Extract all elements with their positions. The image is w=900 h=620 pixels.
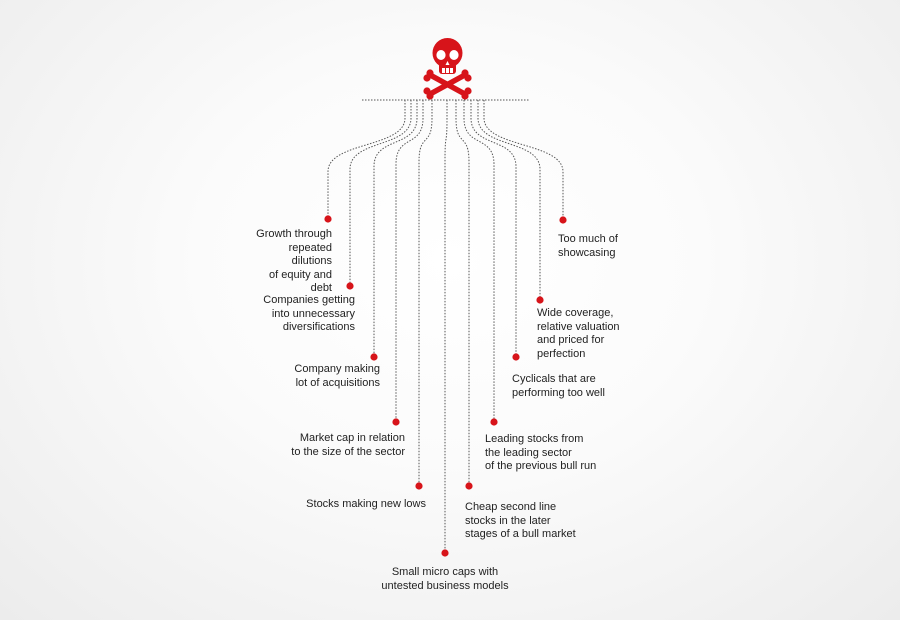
label-acquisitions: Company making lot of acquisitions bbox=[294, 363, 380, 389]
dot-second-line-stocks bbox=[465, 482, 472, 489]
label-unnecessary-diversifications: Companies getting into unnecessary diversifications bbox=[263, 294, 355, 333]
connector-growth-dilutions bbox=[328, 100, 405, 219]
dot-acquisitions bbox=[370, 353, 377, 360]
connector-wide-coverage bbox=[478, 100, 540, 300]
dot-cyclicals bbox=[512, 353, 519, 360]
connector-new-lows bbox=[419, 100, 432, 486]
label-new-lows: Stocks making new lows bbox=[306, 498, 426, 510]
dot-new-lows bbox=[415, 482, 422, 489]
dot-showcasing bbox=[559, 216, 566, 223]
connector-showcasing bbox=[484, 100, 563, 220]
connector-micro-caps bbox=[445, 100, 447, 553]
label-leading-stocks: Leading stocks from the leading sector of the previous bull run bbox=[485, 433, 597, 472]
dot-wide-coverage bbox=[536, 296, 543, 303]
dot-micro-caps bbox=[441, 549, 448, 556]
connector-lines bbox=[328, 100, 563, 553]
label-market-cap-sector: Market cap in relation to the size of the sector bbox=[291, 432, 405, 458]
label-cyclicals: Cyclicals that are performing too well bbox=[512, 373, 605, 399]
label-micro-caps: Small micro caps with untested business models bbox=[381, 566, 509, 592]
connector-second-line-stocks bbox=[456, 100, 469, 486]
dot-growth-dilutions bbox=[324, 215, 331, 222]
label-growth-dilutions: Growth through repeated dilutions of equity and debt bbox=[256, 228, 332, 294]
skull-crossbones-icon bbox=[423, 38, 471, 100]
label-second-line-stocks: Cheap second line stocks in the later stages of a bull market bbox=[465, 501, 576, 540]
dot-leading-stocks bbox=[490, 418, 497, 425]
label-showcasing: Too much of showcasing bbox=[558, 233, 618, 259]
dot-market-cap-sector bbox=[392, 418, 399, 425]
label-wide-coverage: Wide coverage, relative valuation and priced for perfection bbox=[537, 307, 620, 360]
dot-unnecessary-diversifications bbox=[346, 282, 353, 289]
